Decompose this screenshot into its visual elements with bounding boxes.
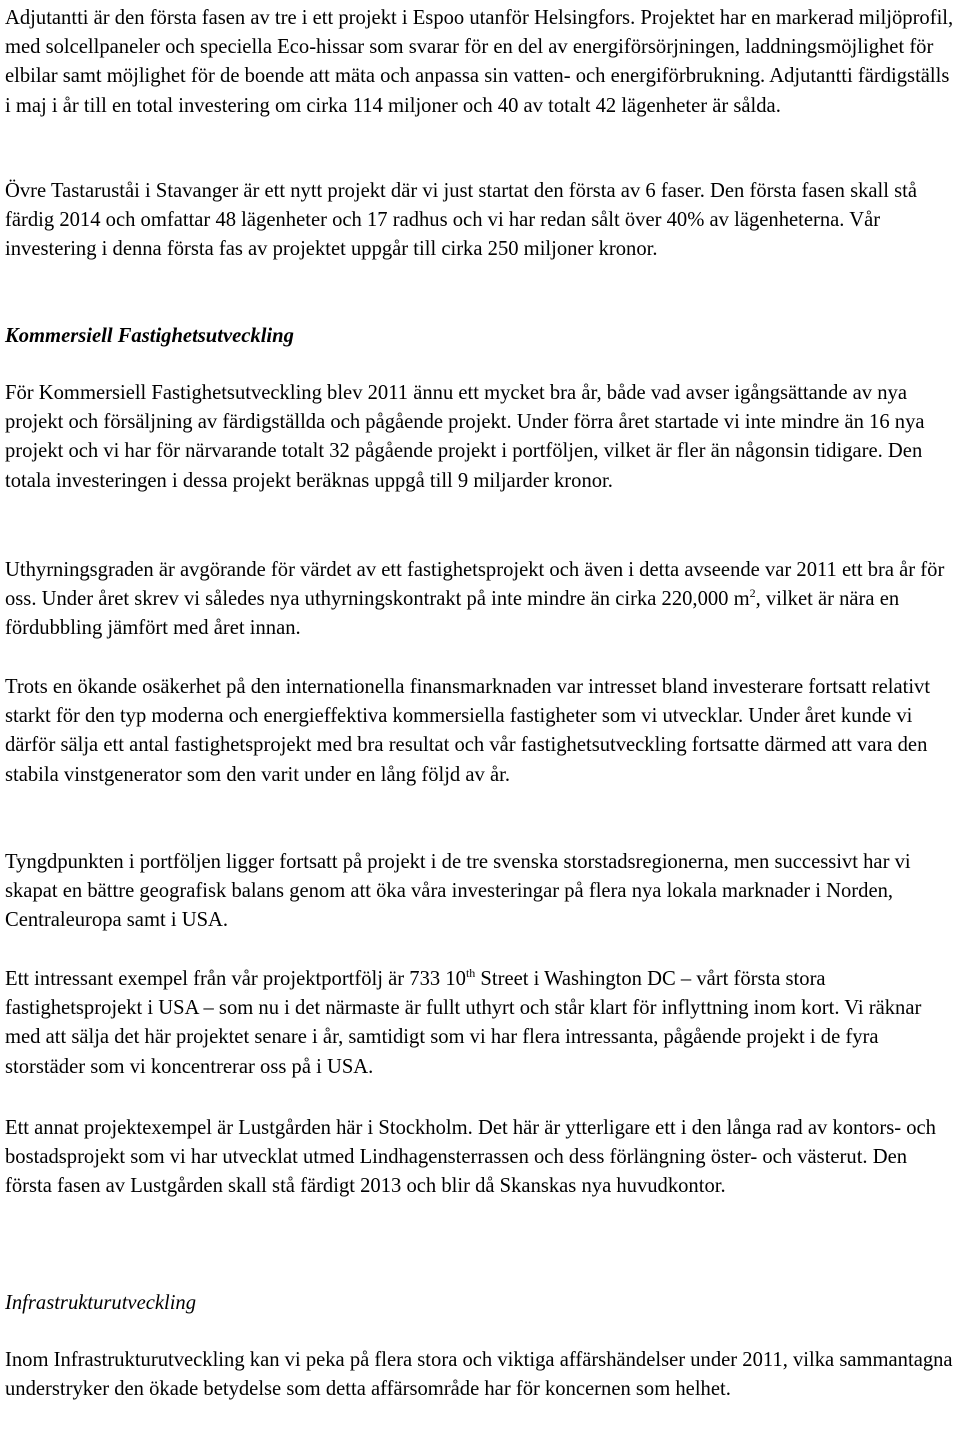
paragraph-ovre-tastarusta: Övre Tastaruståi i Stavanger är ett nytt projekt där vi just startat den första av 6 faser. Den första fasen skall stå färdig 2014 och omfattar 48 lägenheter och 17 radhus och vi har redan sålt över 40% av lägenheterna. Vår investering i denna första fas av projektet uppgår till cirka 250 miljoner kronor. (5, 180, 918, 261)
uthyrning-superscript: 2 (749, 586, 756, 601)
paragraph-tyngdpunkten: Tyngdpunkten i portföljen ligger fortsatt på projekt i de tre svenska storstadsregionerna, men successivt har vi skapat en bättre geografisk balans genom att öka våra investeringar på flera nya lokala marknader i Norden, Centraleuropa samt i USA. (5, 851, 911, 932)
uthyrning-text-after: , vilket är nära en fördubbling jämfört med året innan. (5, 588, 900, 640)
washington-text-before: Ett intressant exempel från vår projektportfölj är 733 10 (5, 968, 466, 990)
washington-text-after: Street i Washington DC – vårt första stora fastighetsprojekt i USA – som nu i det närmaste är fullt uthyrt och står klart för inflyttning inom kort. Vi räknar med att sälja det här projektet senare i år, samtidigt som vi har flera intressanta, pågående projekt i de fyra storstäder som vi koncentrerar oss på i USA. (5, 968, 922, 1078)
paragraph-infrastruktur: Inom Infrastrukturutveckling kan vi peka på flera stora och viktiga affärshändelser under 2011, vilka sammantagna understryker den ökade betydelse som detta affärsområde har för koncernen som helhet. (5, 1349, 953, 1401)
heading-infrastrukturutveckling: Infrastrukturutveckling (5, 1292, 197, 1314)
paragraph-uthyrningsgraden (5, 556, 957, 644)
washington-superscript: th (465, 966, 476, 981)
uthyrning-text-before: Uthyrningsgraden är avgörande för värdet av ett fastighetsprojekt och även i detta avseende var 2011 ett bra år för oss. Under året skrev vi således nya uthyrningskontrakt på inte mindre än cirka 220,000 m (5, 559, 945, 611)
heading-kommersiell-fastighetsutveckling: Kommersiell Fastighetsutveckling (5, 325, 294, 347)
paragraph-lustgarden: Ett annat projektexempel är Lustgården här i Stockholm. Det här är ytterligare ett i den långa rad av kontors- och bostadsprojekt som vi har utvecklat utmed Lindhagensterrassen och dess förlängning öster- och västerut. Den första fasen av Lustgården skall stå färdigt 2013 och blir då Skanskas nya huvudkontor. (5, 1117, 936, 1198)
paragraph-kommersiell-2011: För Kommersiell Fastighetsutveckling blev 2011 ännu ett mycket bra år, både vad avser igångsättande av nya projekt och försäljning av färdigställda och pågående projekt. Under förra året startade vi inte mindre än 16 nya projekt och vi har för närvarande totalt 32 pågående projekt i portföljen, vilket är fler än någonsin tidigare. Den totala investeringen i dessa projekt beräknas uppgå till 9 miljarder kronor. (5, 382, 925, 492)
paragraph-adjutantti: Adjutantti är den första fasen av tre i ett projekt i Espoo utanför Helsingfors. Projektet har en markerad miljöprofil, med solcellpaneler och speciella Eco-hissar som svarar för en del av energiförsörjningen, laddningsmöjlighet för elbilar samt möjlighet för de boende att mäta och anpassa sin vatten- och energiförbrukning. Adjutantti färdigställs i maj i år till en total investering om cirka 114 miljoner och 40 av totalt 42 lägenheter är sålda. (5, 7, 954, 117)
paragraph-washington-dc (5, 965, 957, 1082)
paragraph-trots-osakerhet: Trots en ökande osäkerhet på den internationella finansmarknaden var intresset bland investerare fortsatt relativt starkt för den typ moderna och energieffektiva kommersiella fastigheter som vi utvecklar. Under året kunde vi därför sälja ett antal fastighetsprojekt med bra resultat och vår fastighetsutveckling fortsatte därmed att vara den stabila vinstgenerator som den varit under en lång följd av år. (5, 676, 931, 786)
